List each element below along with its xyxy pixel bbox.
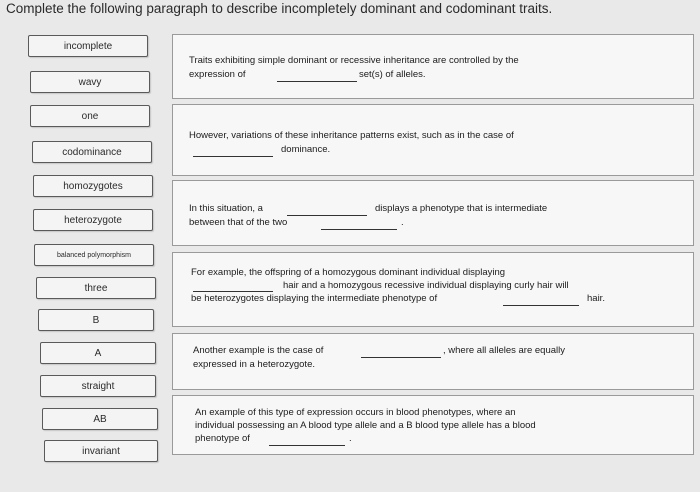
- panel-5-line-1a: Another example is the case of: [193, 345, 324, 356]
- panel-2-blank[interactable]: [193, 156, 273, 157]
- panel-2-line-2: dominance.: [281, 144, 331, 155]
- word-balanced-polymorphism[interactable]: balanced polymorphism: [34, 244, 154, 266]
- word-a[interactable]: A: [40, 342, 156, 364]
- statement-panel-3: [172, 180, 694, 246]
- panel-3-line-1a: In this situation, a: [189, 203, 263, 214]
- panel-4-blank-1[interactable]: [193, 291, 273, 292]
- panel-4-line-3b: hair.: [587, 293, 605, 304]
- panel-1-line-1: Traits exhibiting simple dominant or recessive inheritance are controlled by the: [189, 55, 519, 66]
- panel-2-line-1: However, variations of these inheritance patterns exist, such as in the case of: [189, 130, 514, 141]
- statement-panel-2: [172, 104, 694, 176]
- panel-5-line-2: expressed in a heterozygote.: [193, 359, 315, 370]
- word-heterozygote[interactable]: heterozygote: [33, 209, 153, 231]
- panel-5-blank[interactable]: [361, 357, 441, 358]
- panel-6-line-3a: phenotype of: [195, 433, 250, 444]
- statement-panel-4: [172, 252, 694, 327]
- panel-4-line-2: hair and a homozygous recessive individual displaying curly hair will: [283, 280, 569, 291]
- word-three[interactable]: three: [36, 277, 156, 299]
- statement-panel-5: [172, 333, 694, 390]
- panel-3-line-2b: .: [401, 217, 404, 228]
- panel-3-blank-2[interactable]: [321, 229, 397, 230]
- word-codominance[interactable]: codominance: [32, 141, 152, 163]
- panel-6-line-2: individual possessing an A blood type allele and a B blood type allele has a blood: [195, 420, 536, 431]
- panel-1-line-2a: expression of: [189, 69, 246, 80]
- word-homozygotes[interactable]: homozygotes: [33, 175, 153, 197]
- panel-6-line-1: An example of this type of expression occurs in blood phenotypes, where an: [195, 407, 516, 418]
- word-invariant[interactable]: invariant: [44, 440, 158, 462]
- panel-4-line-3a: be heterozygotes displaying the intermediate phenotype of: [191, 293, 438, 304]
- panel-6-line-3b: .: [349, 433, 352, 444]
- panel-3-line-2a: between that of the two: [189, 217, 288, 228]
- panel-4-blank-2[interactable]: [503, 305, 579, 306]
- word-one[interactable]: one: [30, 105, 150, 127]
- panel-3-line-1b: displays a phenotype that is intermediate: [375, 203, 548, 214]
- panel-1-blank[interactable]: [277, 81, 357, 82]
- word-b[interactable]: B: [38, 309, 154, 331]
- question-title: Complete the following paragraph to describe incompletely dominant and codominant traits.: [6, 1, 553, 16]
- panel-1-line-2b: set(s) of alleles.: [359, 69, 426, 80]
- panel-3-blank-1[interactable]: [287, 215, 367, 216]
- word-wavy[interactable]: wavy: [30, 71, 150, 93]
- word-straight[interactable]: straight: [40, 375, 156, 397]
- statement-panel-1: [172, 34, 694, 99]
- word-ab[interactable]: AB: [42, 408, 158, 430]
- panel-5-line-1b: , where all alleles are equally: [443, 345, 565, 356]
- statement-panel-6: [172, 395, 694, 455]
- panel-6-blank[interactable]: [269, 445, 345, 446]
- panel-4-line-1: For example, the offspring of a homozygous dominant individual displaying: [191, 267, 506, 278]
- word-incomplete[interactable]: incomplete: [28, 35, 148, 57]
